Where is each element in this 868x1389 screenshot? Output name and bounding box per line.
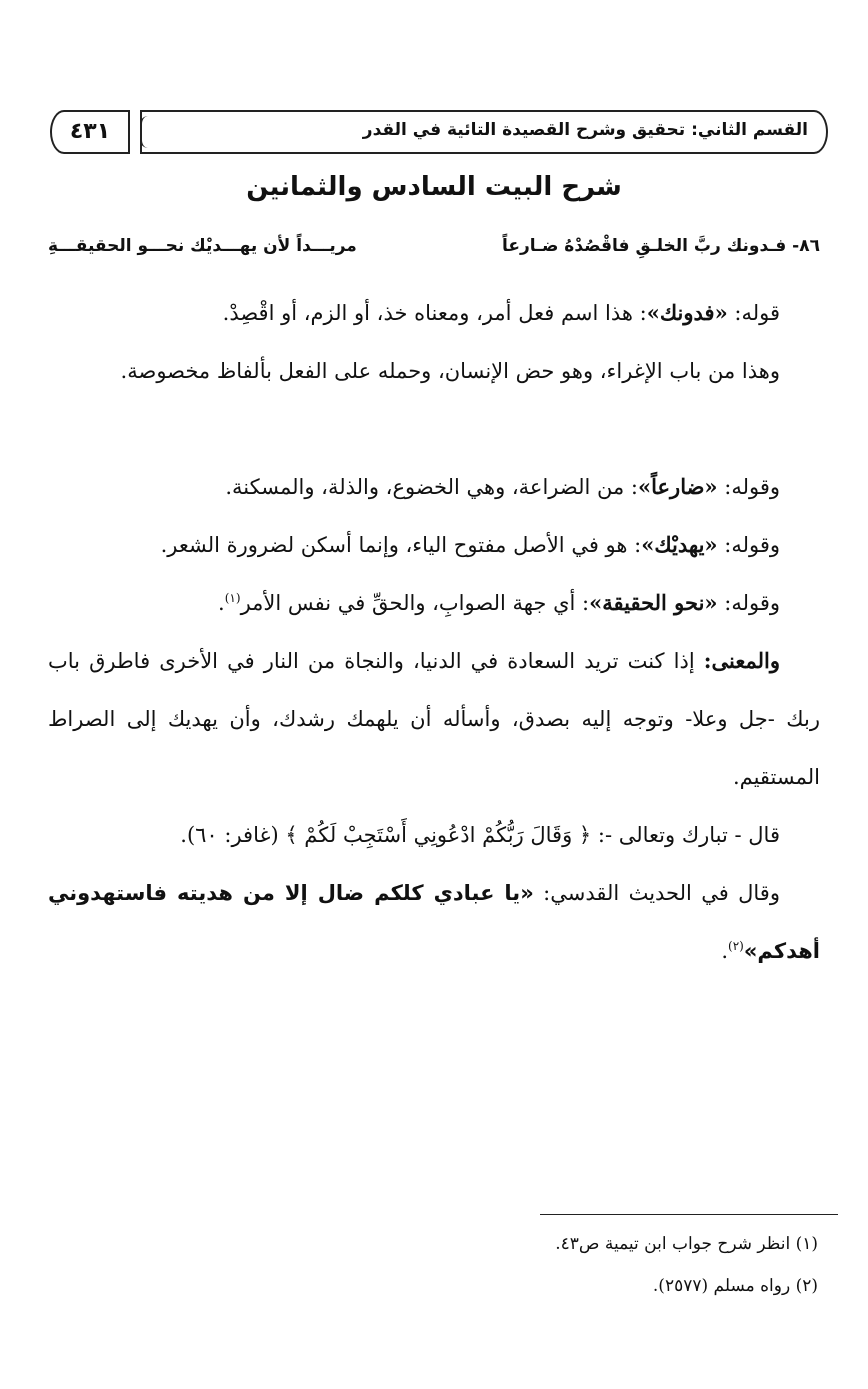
verse-line <box>48 236 820 266</box>
running-title: القسم الثاني: تحقيق وشرح القصيدة التائية في القدر <box>362 120 808 140</box>
verse-first-hemistich: ٨٦- فـدونك ربَّ الخلـقِ فاقْصُدْهُ ضـارعاً <box>501 236 820 256</box>
meaning-label: والمعنى: <box>703 648 780 673</box>
footnote-ref-2[interactable]: (٢) <box>728 939 744 953</box>
paragraph-fadunak <box>48 284 820 342</box>
footnote-separator <box>540 1214 838 1215</box>
paragraph-prefix: وقوله: <box>717 533 780 557</box>
glossed-term: «فدونك» <box>646 300 728 325</box>
footnote-1: (١) انظر شرح جواب ابن تيمية ص٤٣. <box>555 1234 818 1254</box>
paragraph-text: : أي جهة الصوابِ، والحقِّ في نفس الأمر <box>240 591 590 615</box>
paragraph-yahdik <box>48 516 820 574</box>
paragraph-text: : من الضراعة، وهي الخضوع، والذلة، والمسكنة. <box>225 475 638 499</box>
paragraph-dariaan <box>48 458 820 516</box>
paragraph-prefix: وقوله: <box>717 475 780 499</box>
paragraph-text: : هذا اسم فعل أمر، ومعناه خذ، أو الزم، أو اقْصِدْ. <box>222 301 647 325</box>
running-header <box>50 110 828 156</box>
paragraph-text: إذا كنت تريد السعادة في الدنيا، والنجاة من النار في الأخرى فاطرق باب ربك -جل وعلا- وتوجه إليه بصدق، وأسأله أن يلهمك رشدك، وأن يهديك إلى الصراط المستقيم. <box>48 649 820 789</box>
paragraph-hadith <box>48 864 820 980</box>
footnote-2: (٢) رواه مسلم (٢٥٧٧). <box>652 1276 818 1296</box>
paragraph-nahw-alhaqiqa <box>48 574 820 632</box>
page-number: ٤٣١ <box>69 119 111 144</box>
paragraph-ighra: وهذا من باب الإغراء، وهو حض الإنسان، وحمله على الفعل بألفاظ مخصوصة. <box>120 359 780 383</box>
glossed-term: «نحو الحقيقة» <box>589 590 718 615</box>
verse-second-hemistich: مريـــداً لأن يهـــديْك نحـــو الحقيقـــةِ <box>48 236 357 256</box>
paragraph-meaning <box>48 632 820 806</box>
page-number-frame <box>50 110 130 154</box>
section-title: شرح البيت السادس والثمانين <box>246 172 622 202</box>
paragraph-prefix: قوله: <box>727 301 780 325</box>
footnote-ref-1[interactable]: (١) <box>224 591 241 605</box>
glossed-term: «يهديْك» <box>641 532 718 557</box>
header-title-frame <box>140 110 828 154</box>
paragraph-prefix: وقوله: <box>717 591 780 615</box>
hadith-quote: «يا عبادي كلكم ضال إلا من هديته فاستهدوني أهدكم» <box>48 881 820 963</box>
paragraph-end: . <box>721 939 729 963</box>
paragraph-text: : هو في الأصل مفتوح الياء، وإنما أسكن لضرورة الشعر. <box>160 533 642 557</box>
glossed-term: «ضارعاً» <box>638 474 718 499</box>
paragraph-quran-verse: قال - تبارك وتعالى -: ﴿ وَقَالَ رَبُّكُمْ ادْعُونِي أَسْتَجِبْ لَكُمْ ﴾ (غافر: ٦٠). <box>180 823 780 847</box>
paragraph-prefix: وقال في الحديث القدسي: <box>533 881 780 905</box>
paragraph-end: . <box>218 591 225 615</box>
